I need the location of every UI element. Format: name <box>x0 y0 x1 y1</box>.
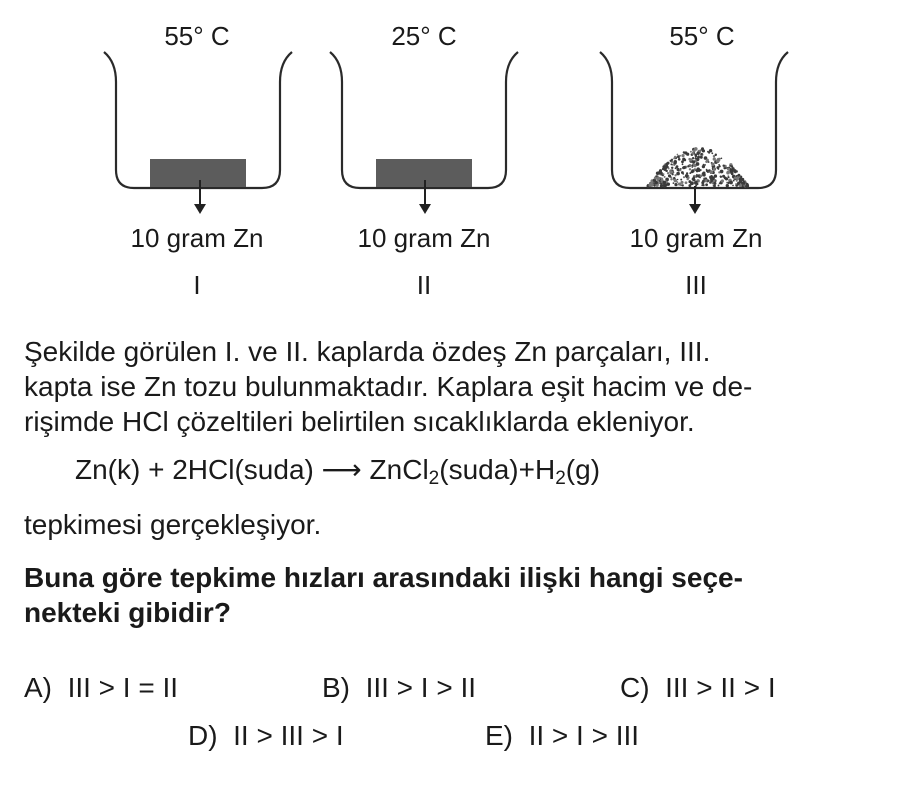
beaker-1-roman: I <box>193 270 201 300</box>
beaker-1 <box>104 21 292 300</box>
reaction-equation <box>75 453 600 490</box>
option-d[interactable]: D) II > III > I <box>188 720 344 751</box>
beaker-3-roman: III <box>685 270 707 300</box>
equation-reactants: Zn(k) + 2HCl(suda) <box>75 454 314 485</box>
after-equation-text: tepkimesi gerçekleşiyor. <box>24 509 322 540</box>
zinc-piece-1 <box>150 159 246 187</box>
beaker-1-temperature: 55° C <box>164 21 230 51</box>
equation-plus: + <box>518 454 535 485</box>
beaker-2-label: 10 gram Zn <box>357 223 491 253</box>
option-a[interactable]: A) III > I = II <box>24 672 179 703</box>
option-c[interactable]: C) III > II > I <box>620 672 776 703</box>
beaker-3 <box>600 21 788 300</box>
beaker-figure <box>0 0 918 320</box>
beaker-1-label: 10 gram Zn <box>130 223 264 253</box>
beaker-2-roman: II <box>416 270 432 300</box>
paragraph-line-2: kapta ise Zn tozu bulunmaktadır. Kaplara eşit hacim ve de- <box>24 371 753 402</box>
beaker-3-label: 10 gram Zn <box>629 223 763 253</box>
equation-arrow: ⟶ <box>321 454 362 485</box>
question-line-1: Buna göre tepkime hızları arasındaki ilişki hangi seçe- <box>24 562 743 593</box>
equation-product-h2: $H_2$ <box>534 454 566 489</box>
beaker-2 <box>330 21 518 300</box>
equation-product-zncl2: ZnCl$_2$ <box>369 454 440 489</box>
beaker-2-temperature: 25° C <box>391 21 457 51</box>
paragraph-line-1: Şekilde görülen I. ve II. kaplarda özdeş Zn parçaları, III. <box>24 336 711 367</box>
beaker-3-temperature: 55° C <box>669 21 735 51</box>
question-line-2: nekteki gibidir? <box>24 597 231 628</box>
paragraph-line-3: rişimde HCl çözeltileri belirtilen sıcaklıklarda ekleniyor. <box>24 406 695 437</box>
equation-product1-state: (suda) <box>439 454 519 485</box>
option-e[interactable]: E) II > I > III <box>485 720 640 751</box>
equation-product2-state: (g) <box>565 454 601 485</box>
option-b[interactable]: B) III > I > II <box>322 672 477 703</box>
zinc-powder <box>647 147 750 188</box>
